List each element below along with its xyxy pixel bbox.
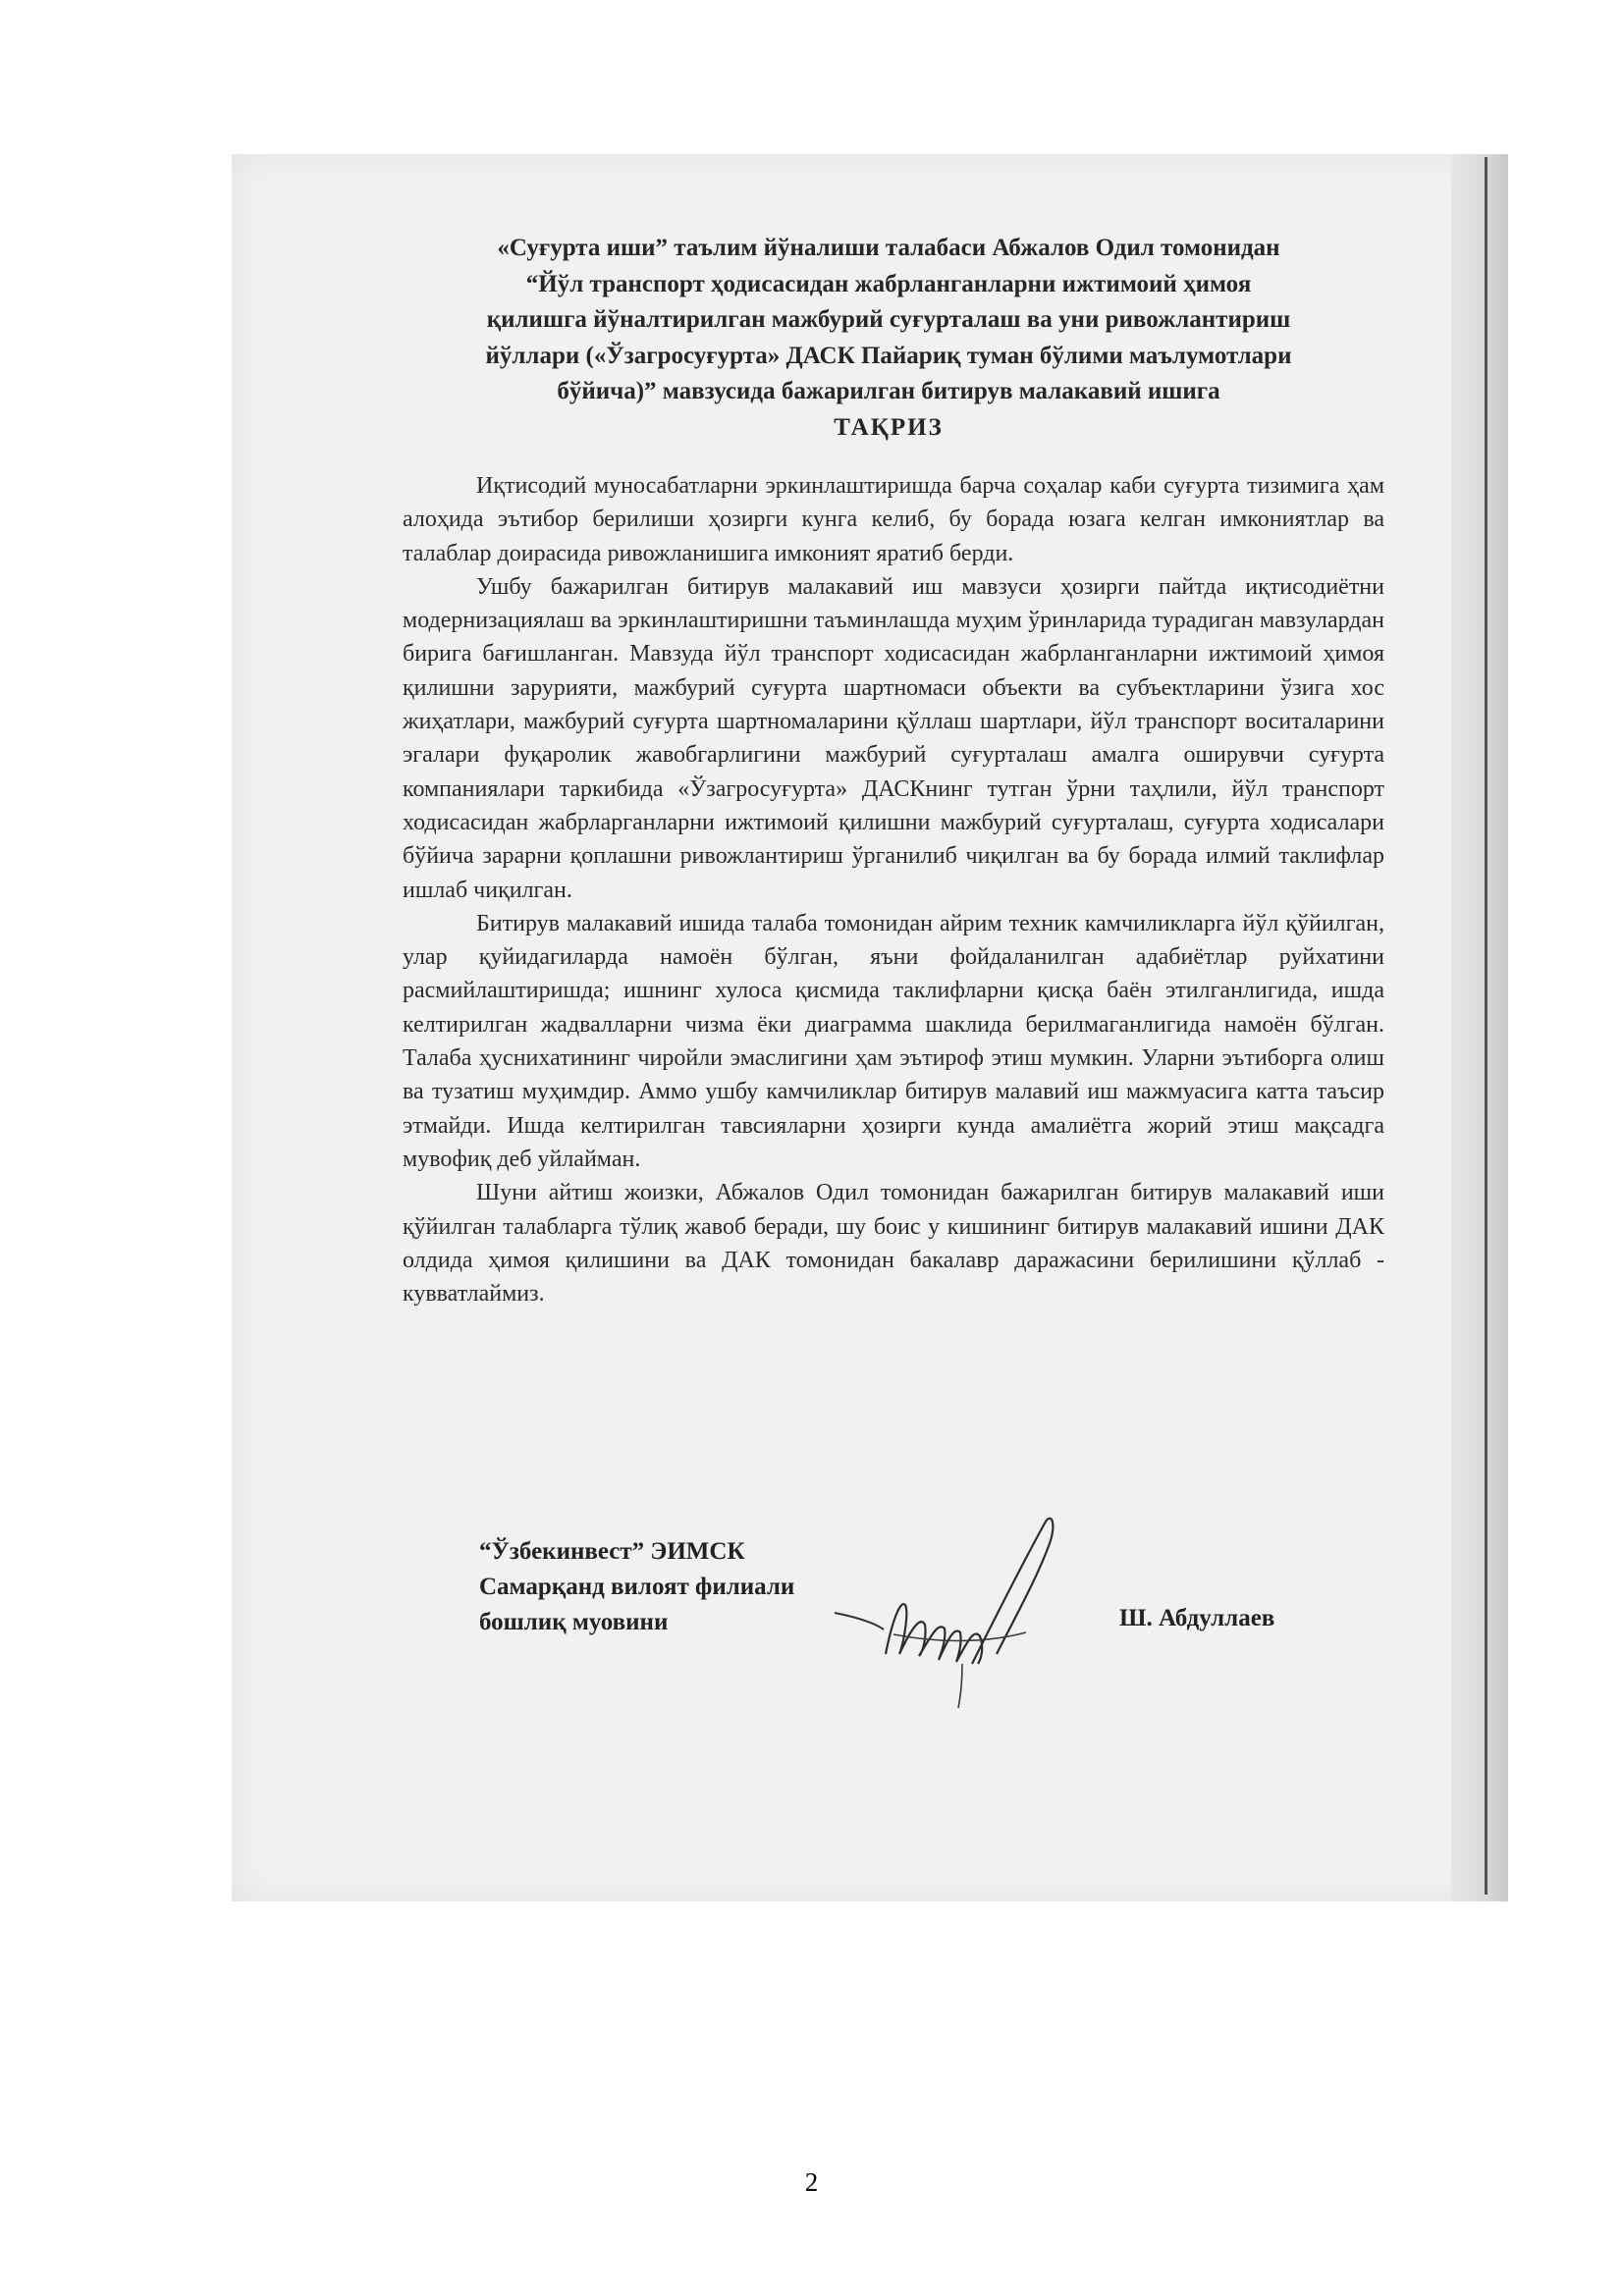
signatory-branch: Самарқанд вилоят филиали (479, 1574, 795, 1600)
paragraph: Шуни айтиш жоизки, Абжалов Одил томонидан бажарилган битирув малакавий иши қўйилган талабларга тўлиқ жавоб беради, шу боис у кишининг битирув малакавий ишини ДАК олдида ҳимоя қилишини ва ДАК томонидан бакалавр даражасини берилишини қўллаб - кувватлаймиз. (403, 1180, 1384, 1308)
review-body (403, 469, 1384, 1310)
document-title: ТАҚРИЗ (834, 413, 944, 441)
signatory-position: бошлиқ муовини (479, 1609, 669, 1635)
scan-edge-shadow (1451, 154, 1508, 1901)
heading-line: йўллари («Ўзагросуғурта» ДАСК Пайариқ туман бўлими маълумотлари (485, 342, 1292, 369)
document-heading (393, 231, 1384, 446)
paragraph: Битирув малакавий ишида талаба томонидан айрим техник камчиликларга йўл қўйилган, улар қуйидагиларда намоён бўлган, яъни фойдаланилган адабиётлар руйхатини расмийлаштиришда; ишнинг хулоса қисмида таклифларни қисқа баён этилганлигида, ишда келтирилган жадвалларни чизма ёки диаграмма шаклида берилмаганлигида намоён бўлган. Талаба ҳуснихатининг чиройли эмаслигини ҳам эътироф этиш мумкин. Уларни эътиборга олиш ва тузатиш муҳимдир. Аммо ушбу камчиликлар битирув малавий иш мажмуасига катта таъсир этмайди. Ишда келтирилган тавсияларни ҳозирги кунда амалиётга жорий этиш мақсадга мувофиқ деб уйлайман. (403, 910, 1384, 1172)
signatory-name: Ш. Абдуллаев (1119, 1605, 1275, 1631)
signatory-org: “Ўзбекинвест” ЭИМСК (479, 1538, 745, 1565)
heading-line: «Суғурта иши” таълим йўналиши талабаси Абжалов Одил томонидан (497, 235, 1280, 261)
scan-edge-line (1485, 157, 1488, 1895)
heading-line: “Йўл транспорт ҳодисасидан жабрланганларни ижтимоий ҳимоя (525, 270, 1252, 297)
signatory-block (479, 1534, 794, 1640)
handwritten-signature (825, 1507, 1080, 1713)
heading-line: бўйича)” мавзусида бажарилган битирув малакавий ишига (557, 378, 1220, 404)
paragraph: Ушбу бажарилган битирув малакавий иш мавзуси ҳозирги пайтда иқтисодиётни модернизациялаш ва эркинлаштиришни таъминлашда муҳим ўринларида турадиган мавзулардан бирига бағишланган. Мавзуда йўл транспорт ходисасидан жабрланганларни ижтимоий ҳимоя қилишни зарурияти, мажбурий суғурта шартномаси объекти ва субъектларини ўзига хос жиҳатлари, мажбурий суғурта шартномаларини қўллаш шартлари, йўл транспорт воситаларини эгалари фуқаролик жавобгарлигини мажбурий суғурталаш амалга оширувчи суғурта компаниялари таркибида «Ўзагросуғурта» ДАСКнинг тутган ўрни таҳлили, йўл транспорт ходисасидан жабрларганларни ижтимоий қилишни мажбурий суғурталаш, суғурта ходисалари бўйича зарарни қоплашни ривожлантириш ўрганилиб чиқилган ва бу борада илмий таклифлар ишлаб чиқилган. (403, 573, 1384, 903)
page-number: 2 (804, 2167, 819, 2197)
heading-line: қилишга йўналтирилган мажбурий суғурталаш ва уни ривожлантириш (486, 306, 1291, 333)
paragraph: Иқтисодий муносабатларни эркинлаштиришда барча соҳалар каби суғурта тизимига ҳам алоҳида эътибор берилиши ҳозирги кунга келиб, бу борада юзага келган имкониятлар ва талаблар доирасида ривожланишига имконият яратиб берди. (403, 473, 1384, 566)
